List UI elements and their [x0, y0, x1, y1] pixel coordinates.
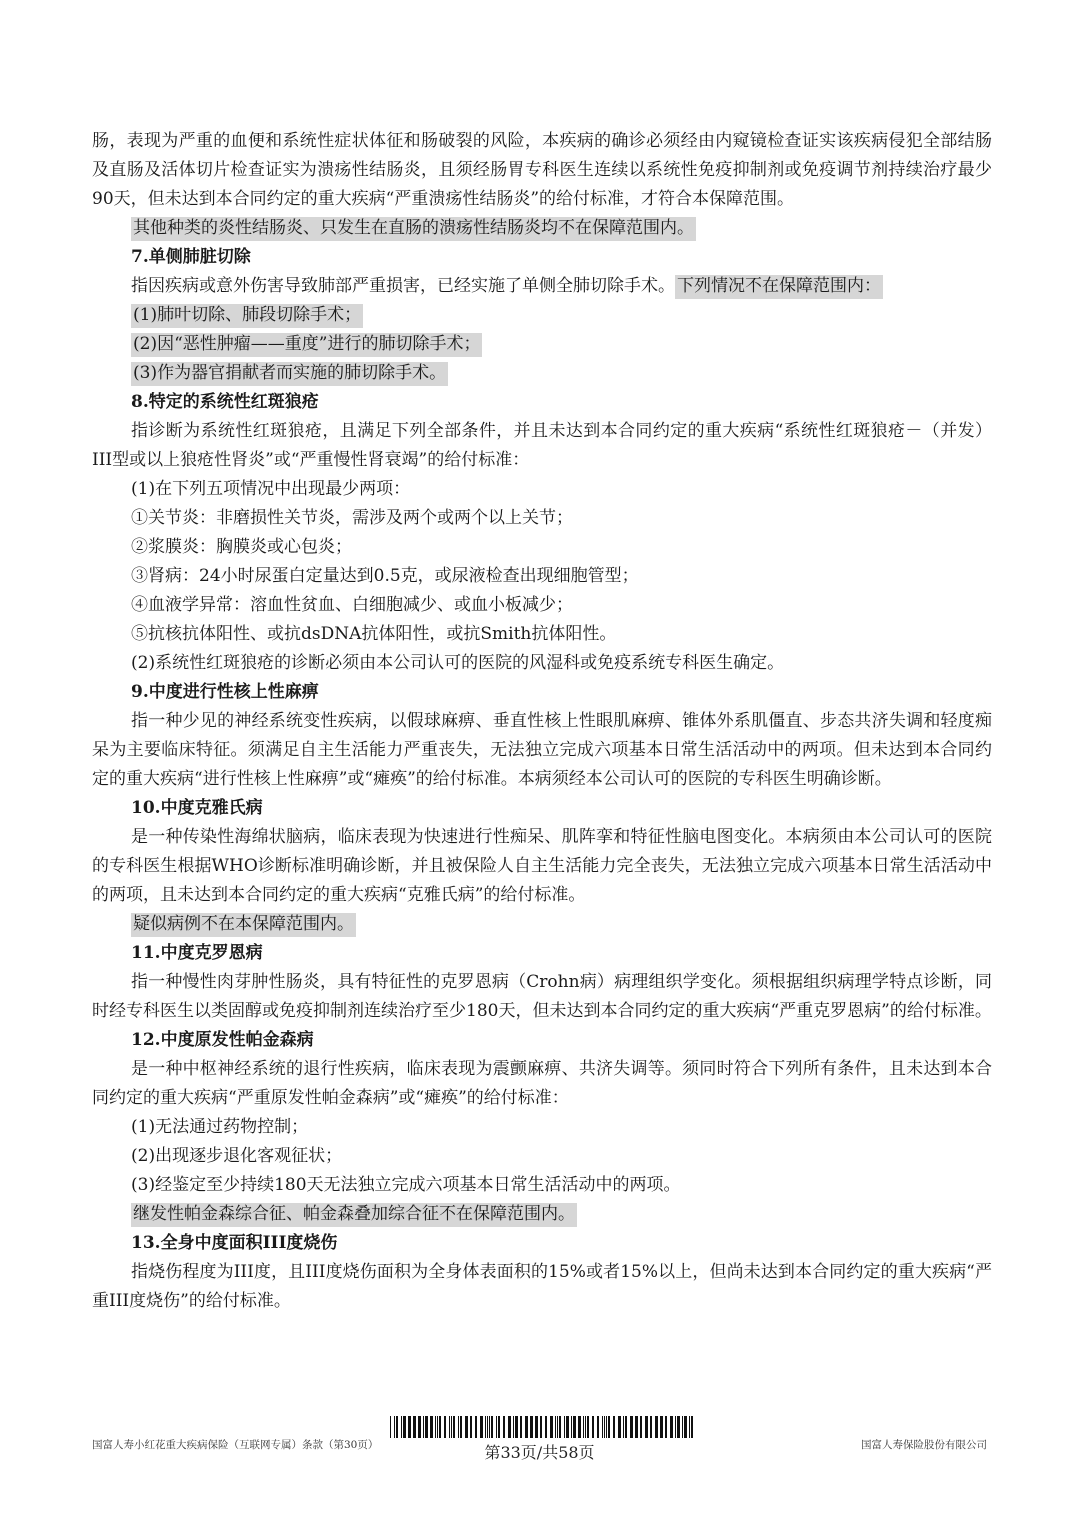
paragraph-text: ②浆膜炎：胸膜炎或心包炎；	[131, 537, 352, 557]
section-heading	[92, 678, 992, 707]
paragraph-text: (2)出现逐步退化客观征状；	[131, 1146, 343, 1166]
barcode-bar	[513, 1416, 514, 1438]
section-heading	[92, 388, 992, 417]
barcode-icon	[390, 1416, 698, 1438]
paragraph	[92, 504, 992, 533]
barcode-bar	[530, 1416, 533, 1438]
barcode-bar	[535, 1416, 538, 1438]
paragraph	[92, 823, 992, 910]
paragraph-text: (1)无法通过药物控制；	[131, 1117, 309, 1137]
paragraph	[92, 330, 992, 359]
page-number: 第33页/共58页	[484, 1443, 595, 1462]
document-body	[92, 127, 992, 1316]
barcode-bar	[606, 1416, 607, 1438]
barcode-bar	[489, 1416, 490, 1438]
barcode-bar	[613, 1416, 615, 1438]
paragraph-text: 10.中度克雅氏病	[131, 798, 263, 818]
barcode-bar	[449, 1416, 450, 1438]
highlighted-exclusion: 继发性帕金森综合征、帕金森叠加综合征不在保障范围内。	[131, 1203, 577, 1227]
paragraph-text: 13.全身中度面积III度烧伤	[131, 1233, 338, 1253]
barcode-bar	[487, 1416, 488, 1438]
paragraph	[92, 359, 992, 388]
barcode-bar	[597, 1416, 599, 1438]
barcode-bar	[550, 1416, 553, 1438]
paragraph-text: 12.中度原发性帕金森病	[131, 1030, 314, 1050]
paragraph-text: (3)经鉴定至少持续180天无法独立完成六项基本日常生活活动中的两项。	[131, 1175, 681, 1195]
barcode-bar	[557, 1416, 558, 1438]
paragraph-text: 是一种传染性海绵状脑病，临床表现为快速进行性痴呆、肌阵挛和特征性脑电图变化。本病须由本公司认可的医院的专科医生根据WHO诊断标准明确诊断，并且被保险人自主生活能力完全丧失，无法独立完成六项基本日常生活活动中的两项，且未达到本合同约定的重大疾病“克雅氏病”的给付标准。	[92, 827, 992, 905]
page-footer	[92, 1430, 987, 1480]
paragraph-text: 是一种中枢神经系统的退行性疾病，临床表现为震颤麻痹、共济失调等。须同时符合下列所有条件，且未达到本合同约定的重大疾病“严重原发性帕金森病”或“瘫痪”的给付标准：	[92, 1059, 992, 1108]
barcode-bar	[608, 1416, 610, 1438]
barcode-bar	[545, 1416, 547, 1438]
barcode-bar	[684, 1416, 687, 1438]
barcode-bar	[640, 1416, 642, 1438]
paragraph	[92, 591, 992, 620]
paragraph	[92, 417, 992, 475]
barcode-bar	[408, 1416, 411, 1438]
barcode-bar	[470, 1416, 472, 1438]
barcode-bar	[585, 1416, 586, 1438]
barcode-bar	[423, 1416, 424, 1438]
barcode-bar	[430, 1416, 433, 1438]
paragraph	[92, 1171, 992, 1200]
barcode-bar	[491, 1416, 493, 1438]
paragraph	[92, 127, 992, 214]
paragraph	[92, 301, 992, 330]
barcode-bar	[559, 1416, 561, 1438]
barcode-bar	[515, 1416, 518, 1438]
barcode-bar	[394, 1416, 395, 1438]
paragraph-text: ⑤抗核抗体阳性、或抗dsDNA抗体阳性，或抗Smith抗体阳性。	[131, 624, 617, 644]
section-heading	[92, 794, 992, 823]
barcode-bar	[460, 1416, 462, 1438]
paragraph	[92, 649, 992, 678]
barcode-bar	[480, 1416, 483, 1438]
paragraph-text: ③肾病：24小时尿蛋白定量达到0.5克，或尿液检查出现细胞管型；	[131, 566, 639, 586]
paragraph	[92, 214, 992, 243]
barcode-bar	[571, 1416, 572, 1438]
barcode-bar	[564, 1416, 565, 1438]
barcode-bar	[587, 1416, 589, 1438]
paragraph	[92, 1142, 992, 1171]
paragraph-text: (2)系统性红斑狼疮的诊断必须由本公司认可的医院的风湿科或免疫系统专科医生确定。	[131, 653, 785, 673]
paragraph-text: 指一种慢性肉芽肿性肠炎，具有特征性的克罗恩病（Crohn病）病理组织学变化。须根据组织病理学特点诊断，同时经专科医生以类固醇或免疫抑制剂连续治疗至少180天，但未达到本合同约定的重大疾病“严重克罗恩病”的给付标准。	[92, 972, 992, 1021]
barcode-bar	[677, 1416, 680, 1438]
section-heading	[92, 1026, 992, 1055]
barcode-bar	[435, 1416, 436, 1438]
paragraph	[92, 533, 992, 562]
barcode-bar	[444, 1416, 446, 1438]
barcode-bar	[525, 1416, 528, 1438]
section-heading	[92, 243, 992, 272]
barcode-bar	[403, 1416, 406, 1438]
highlighted-exclusion: (2)因“恶性肿瘤——重度”进行的肺切除手术；	[131, 333, 482, 357]
barcode-bar	[682, 1416, 683, 1438]
footer-company: 国富人寿保险股份有限公司	[861, 1439, 987, 1451]
section-heading	[92, 939, 992, 968]
barcode-bar	[475, 1416, 477, 1438]
barcode-bar	[520, 1416, 522, 1438]
paragraph-text: ④血液学异常：溶血性贫血、白细胞减少、或血小板减少；	[131, 595, 573, 615]
barcode-bar	[578, 1416, 581, 1438]
barcode-bar	[485, 1416, 486, 1438]
barcode-bar	[573, 1416, 576, 1438]
paragraph	[92, 910, 992, 939]
barcode-bar	[451, 1416, 452, 1438]
paragraph-text: 肠，表现为严重的血便和系统性症状体征和肠破裂的风险，本疾病的确诊必须经由内窥镜检查证实该疾病侵犯全部结肠及直肠及活体切片检查证实为溃疡性结肠炎，且须经肠胃专科医生连续以系统性免疫抑制剂或免疫调节剂持续治疗最少90天，但未达到本合同约定的重大疾病“严重溃疡性结肠炎”的给付标准，才符合本保障范围。	[92, 131, 992, 209]
footer-policy-title: 国富人寿小红花重大疾病保险（互联网专属）条款（第30页）	[92, 1439, 379, 1451]
barcode-bar	[453, 1416, 455, 1438]
barcode-bar	[465, 1416, 468, 1438]
paragraph	[92, 707, 992, 794]
barcode-bar	[602, 1416, 603, 1438]
barcode-bar	[623, 1416, 624, 1438]
barcode-bar	[566, 1416, 569, 1438]
highlighted-exclusion: (3)作为器官捐献者而实施的肺切除手术。	[131, 362, 448, 386]
barcode-bar	[635, 1416, 638, 1438]
barcode-bar	[439, 1416, 441, 1438]
barcode-bar	[689, 1416, 690, 1438]
paragraph-text: ①关节炎：非磨损性关节炎，需涉及两个或两个以上关节；	[131, 508, 573, 528]
paragraph-text: (1)在下列五项情况中出现最少两项：	[131, 479, 411, 499]
barcode-bar	[670, 1416, 673, 1438]
barcode-bar	[437, 1416, 438, 1438]
barcode-bar	[508, 1416, 511, 1438]
barcode-bar	[390, 1416, 391, 1438]
barcode-bar	[458, 1416, 459, 1438]
barcode-bar	[604, 1416, 605, 1438]
barcode-bar	[413, 1416, 416, 1438]
highlighted-exclusion: 疑似病例不在本保障范围内。	[131, 913, 356, 937]
paragraph-text: 8.特定的系统性红斑狼疮	[131, 392, 319, 412]
barcode-bar	[618, 1416, 621, 1438]
barcode-bar	[503, 1416, 505, 1438]
barcode-bar	[592, 1416, 594, 1438]
paragraph	[92, 1258, 992, 1316]
paragraph	[92, 620, 992, 649]
barcode-bar	[396, 1416, 398, 1438]
paragraph	[92, 1200, 992, 1229]
paragraph	[92, 968, 992, 1026]
paragraph	[92, 1055, 992, 1113]
barcode-bar	[425, 1416, 428, 1438]
highlighted-exclusion: 下列情况不在保障范围内：	[675, 275, 883, 299]
barcode-bar	[418, 1416, 421, 1438]
highlighted-exclusion: (1)肺叶切除、肺段切除手术；	[131, 304, 363, 328]
highlighted-exclusion: 其他种类的炎性结肠炎、只发生在直肠的溃疡性结肠炎均不在保障范围内。	[131, 217, 696, 241]
paragraph-text: 9.中度进行性核上性麻痹	[131, 682, 319, 702]
barcode-bar	[675, 1416, 676, 1438]
barcode-bar	[540, 1416, 542, 1438]
paragraph-text: 指一种少见的神经系统变性疾病，以假球麻痹、垂直性核上性眼肌麻痹、锥体外系肌僵直、步态共济失调和轻度痴呆为主要临床特征。须满足自主生活能力严重丧失，无法独立完成六项基本日常生活活动中的两项。但未达到本合同约定的重大疾病“进行性核上性麻痹”或“瘫痪”的给付标准。本病须经本公司认可的医院的专科医生明确诊断。	[92, 711, 992, 789]
barcode-bar	[665, 1416, 667, 1438]
paragraph-text: 指烧伤程度为III度，且III度烧伤面积为全身体表面积的15%或者15%以上，但尚未达到本合同约定的重大疾病“严重III度烧伤”的给付标准。	[92, 1262, 992, 1311]
paragraph	[92, 1113, 992, 1142]
barcode-bar	[401, 1416, 402, 1438]
barcode-bar	[583, 1416, 584, 1438]
barcode-bar	[655, 1416, 658, 1438]
barcode-bar	[555, 1416, 556, 1438]
paragraph	[92, 562, 992, 591]
paragraph-text: 指诊断为系统性红斑狼疮，且满足下列全部条件，并且未达到本合同约定的重大疾病“系统性红斑狼疮－（并发）III型或以上狼疮性肾炎”或“严重慢性肾衰竭”的给付标准：	[92, 421, 992, 470]
barcode-bar	[650, 1416, 652, 1438]
barcode-bar	[630, 1416, 633, 1438]
barcode-bar	[496, 1416, 497, 1438]
paragraph-text: 11.中度克罗恩病	[131, 943, 263, 963]
paragraph	[92, 272, 992, 301]
barcode-bar	[691, 1416, 693, 1438]
barcode-bar	[625, 1416, 627, 1438]
paragraph-text: 7.单侧肺脏切除	[131, 247, 251, 267]
barcode-bar	[498, 1416, 500, 1438]
section-heading	[92, 1229, 992, 1258]
paragraph-text: 指因疾病或意外伤害导致肺部严重损害，已经实施了单侧全肺切除手术。	[131, 276, 675, 296]
barcode-bar	[660, 1416, 663, 1438]
paragraph	[92, 475, 992, 504]
barcode-bar	[645, 1416, 648, 1438]
